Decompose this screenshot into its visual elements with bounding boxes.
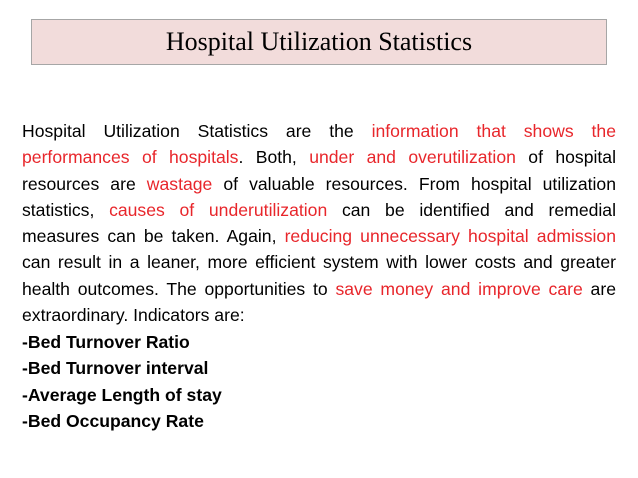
highlight-reducing-admission: reducing unnecessary hospital admission [284, 226, 616, 247]
paragraph-text: of valuable resources. From hospital utilization statistics, [22, 173, 616, 220]
paragraph-text: of hospital resources are [22, 147, 616, 194]
highlight-underutilization-causes: causes of underutilization [109, 199, 328, 220]
paragraph-text: Hospital Utilization Statistics are the [22, 121, 372, 141]
indicator-item: -Bed Turnover Ratio [22, 332, 190, 352]
description-paragraph [22, 118, 616, 328]
highlight-save-money: save money and improve care [335, 278, 583, 299]
highlight-wastage: wastage [146, 173, 213, 194]
paragraph-text: can result in a leaner, more efficient system with lower costs and greater health outcomes. The opportunities to [22, 252, 616, 299]
paragraph-text: can be identified and remedial measures can be taken. Again, [22, 199, 616, 247]
indicator-list [22, 329, 222, 434]
indicator-item: -Bed Turnover interval [22, 358, 209, 379]
indicator-item: -Average Length of stay [22, 384, 222, 405]
title-banner [31, 19, 607, 65]
indicator-item: -Bed Occupancy Rate [22, 410, 204, 431]
highlight-performance: information that shows the performances of hospitals [22, 121, 616, 168]
slide-title: Hospital Utilization Statistics [165, 27, 473, 56]
paragraph-text: are extraordinary. Indicators are: [22, 278, 616, 326]
highlight-utilization: under and overutilization [309, 147, 516, 168]
paragraph-text: . Both, [238, 147, 310, 168]
